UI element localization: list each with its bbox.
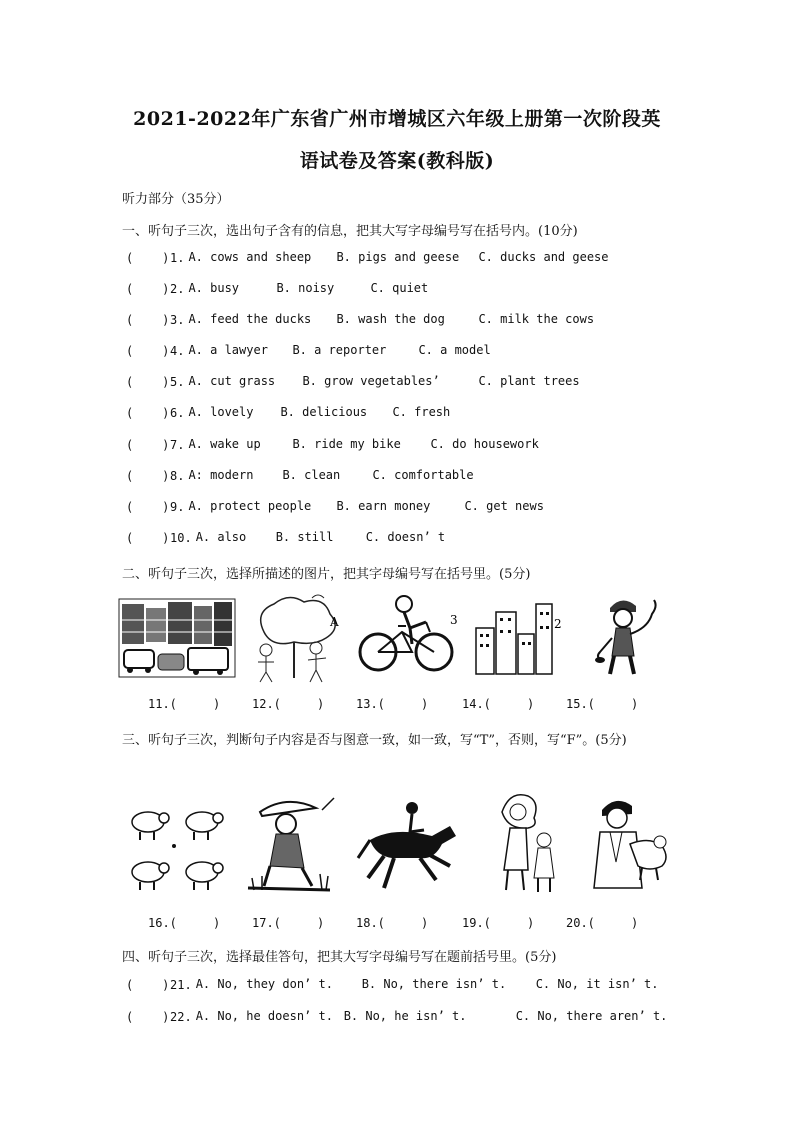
answer-label-15[interactable]: 15.( ) bbox=[566, 697, 639, 711]
question-number: 9. bbox=[170, 500, 185, 514]
picture-number-2: 2 bbox=[554, 617, 562, 631]
option-c: C. do housework bbox=[430, 437, 539, 451]
option-a: A. lovely bbox=[188, 405, 254, 419]
section3-instruction: 三、听句子三次，判断句子内容是否与图意一致，如一致，写“T”，否则，写“F”。(5分) bbox=[122, 733, 627, 748]
answer-label-13[interactable]: 13.( ) bbox=[356, 697, 429, 711]
firefighter-picture bbox=[592, 594, 672, 682]
answer-label-19[interactable]: 19.( ) bbox=[462, 916, 535, 930]
question-number: 5. bbox=[170, 375, 185, 389]
answer-label-12[interactable]: 12.( ) bbox=[252, 697, 325, 711]
option-c: C. quiet bbox=[370, 281, 429, 295]
question-row bbox=[126, 281, 429, 296]
answer-blank[interactable]: ( ) bbox=[126, 344, 170, 358]
answer-label-11[interactable]: 11.( ) bbox=[148, 697, 221, 711]
question-number: 2. bbox=[170, 282, 185, 296]
option-b: B. still bbox=[275, 530, 334, 544]
picture-number-3: 3 bbox=[450, 613, 458, 627]
answer-blank[interactable]: ( ) bbox=[126, 531, 170, 545]
option-b: B. No, there isn’ t. bbox=[361, 977, 507, 991]
answer-blank[interactable]: ( ) bbox=[126, 375, 170, 389]
option-c: C. a model bbox=[418, 343, 491, 357]
option-c: C. No, there aren’ t. bbox=[515, 1009, 668, 1023]
city-buildings-picture bbox=[470, 598, 566, 678]
option-a: A. a lawyer bbox=[188, 343, 268, 357]
answer-label-18[interactable]: 18.( ) bbox=[356, 916, 429, 930]
question-number: 4. bbox=[170, 344, 185, 358]
option-a: A. feed the ducks bbox=[188, 312, 312, 326]
answer-blank[interactable]: ( ) bbox=[126, 438, 170, 452]
option-a: A: modern bbox=[188, 468, 254, 482]
answer-label-14[interactable]: 14.( ) bbox=[462, 697, 535, 711]
option-b: B. delicious bbox=[280, 405, 368, 419]
option-c: C. No, it isn’ t. bbox=[535, 977, 659, 991]
question-row bbox=[126, 250, 609, 265]
street-traffic-picture bbox=[118, 598, 236, 678]
question-number: 8. bbox=[170, 469, 185, 483]
option-a: A. cows and sheep bbox=[188, 250, 312, 264]
question-number: 6. bbox=[170, 406, 185, 420]
question-row bbox=[126, 530, 446, 545]
option-b: B. pigs and geese bbox=[336, 250, 460, 264]
answer-label-16[interactable]: 16.( ) bbox=[148, 916, 221, 930]
answer-blank[interactable]: ( ) bbox=[126, 251, 170, 265]
question-row bbox=[126, 343, 491, 358]
option-b: B. grow vegetables’ bbox=[302, 374, 440, 388]
page-title-line-2: 语试卷及答案(教科版) bbox=[299, 150, 495, 172]
sheep-picture bbox=[122, 800, 232, 900]
vet-with-dog-picture bbox=[584, 792, 674, 902]
answer-blank[interactable]: ( ) bbox=[126, 469, 170, 483]
question-row bbox=[126, 1009, 668, 1024]
option-c: C. get news bbox=[464, 499, 544, 513]
option-a: A. No, he doesn’ t. bbox=[195, 1009, 333, 1023]
question-number: 1. bbox=[170, 251, 185, 265]
question-row bbox=[126, 977, 659, 992]
option-a: A. busy bbox=[188, 281, 240, 295]
answer-blank[interactable]: ( ) bbox=[126, 1010, 170, 1024]
option-b: B. a reporter bbox=[292, 343, 387, 357]
section1-instruction: 一、听句子三次，选出句子含有的信息，把其大写字母编号写在括号内。(10分) bbox=[122, 224, 578, 239]
farmer-picture bbox=[240, 790, 336, 902]
children-under-tree-picture bbox=[244, 592, 344, 684]
question-number: 7. bbox=[170, 438, 185, 452]
option-c: C. milk the cows bbox=[478, 312, 595, 326]
answer-blank[interactable]: ( ) bbox=[126, 500, 170, 514]
section2-instruction: 二、听句子三次，选择所描述的图片，把其字母编号写在括号里。(5分) bbox=[122, 567, 531, 582]
question-row bbox=[126, 437, 539, 452]
question-number: 3. bbox=[170, 313, 185, 327]
option-a: A. protect people bbox=[188, 499, 312, 513]
question-number: 21. bbox=[170, 978, 192, 992]
option-a: A. wake up bbox=[188, 437, 261, 451]
answer-blank[interactable]: ( ) bbox=[126, 406, 170, 420]
option-c: C. doesn’ t bbox=[365, 530, 446, 544]
question-number: 22. bbox=[170, 1010, 192, 1024]
listening-header: 听力部分（35分） bbox=[122, 192, 230, 207]
picture-letter-a: A bbox=[330, 615, 339, 629]
answer-label-17[interactable]: 17.( ) bbox=[252, 916, 325, 930]
option-c: C. ducks and geese bbox=[478, 250, 609, 264]
option-a: A. also bbox=[195, 530, 247, 544]
option-c: C. plant trees bbox=[478, 374, 580, 388]
answer-label-20[interactable]: 20.( ) bbox=[566, 916, 639, 930]
question-row bbox=[126, 499, 544, 514]
option-b: B. wash the dog bbox=[336, 312, 445, 326]
answer-blank[interactable]: ( ) bbox=[126, 978, 170, 992]
question-row bbox=[126, 405, 451, 420]
answer-blank[interactable]: ( ) bbox=[126, 282, 170, 296]
option-c: C. comfortable bbox=[372, 468, 474, 482]
question-row bbox=[126, 312, 595, 327]
horse-rider-picture bbox=[354, 796, 464, 896]
section4-instruction: 四、听句子三次，选择最佳答句，把其大写字母编号写在题前括号里。(5分) bbox=[122, 950, 557, 965]
boy-riding-bike-picture bbox=[354, 592, 464, 680]
option-b: B. clean bbox=[282, 468, 341, 482]
page-title-line-1: 2021-2022年广东省广州市增城区六年级上册第一次阶段英 bbox=[133, 108, 661, 130]
option-b: B. No, he isn’ t. bbox=[343, 1009, 467, 1023]
option-b: B. ride my bike bbox=[292, 437, 401, 451]
option-a: A. No, they don’ t. bbox=[195, 977, 333, 991]
option-c: C. fresh bbox=[392, 405, 451, 419]
question-row bbox=[126, 468, 474, 483]
question-row bbox=[126, 374, 580, 389]
option-b: B. noisy bbox=[276, 281, 335, 295]
question-number: 10. bbox=[170, 531, 192, 545]
option-a: A. cut grass bbox=[188, 374, 276, 388]
woman-and-child-picture bbox=[488, 790, 568, 902]
answer-blank[interactable]: ( ) bbox=[126, 313, 170, 327]
option-b: B. earn money bbox=[336, 499, 431, 513]
